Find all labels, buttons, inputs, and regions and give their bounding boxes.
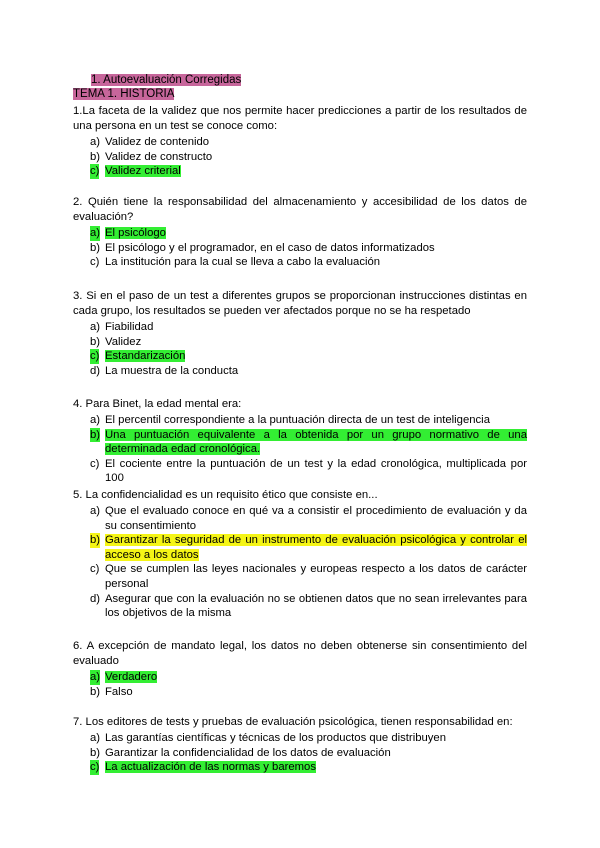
option-text: El cociente entre la puntuación de un test y la edad cronológica, multiplicada por 100 — [105, 457, 527, 485]
option-letter: b) — [90, 685, 101, 698]
answer-option — [73, 335, 527, 350]
correct-answer-text: La actualización de las normas y baremos — [105, 761, 316, 774]
question-text: 3. Si en el paso de un test a diferentes grupos se proporcionan instrucciones distintas en cada grupo, los resultados se pueden ver afectados porque no se ha respetado — [73, 290, 527, 317]
answer-option — [73, 457, 527, 486]
option-letter: a) — [90, 732, 101, 744]
correct-answer-text: El psicólogo — [105, 227, 166, 239]
option-text: Validez de constructo — [105, 150, 213, 163]
answer-option — [73, 364, 527, 379]
option-text: Garantizar la confidencialidad de los datos de evaluación — [105, 746, 391, 759]
option-letter: c) — [90, 256, 100, 269]
answer-option — [73, 562, 527, 591]
option-letter: c) — [90, 457, 100, 470]
answer-option — [73, 255, 527, 270]
correct-answer-text: Validez criterial — [105, 165, 181, 178]
option-letter: c) — [90, 165, 100, 178]
option-letter: a) — [90, 227, 101, 239]
correct-answer-text: Estandarización — [105, 350, 186, 363]
question-7 — [73, 715, 527, 775]
answer-option — [73, 760, 527, 775]
option-letter: a) — [90, 671, 101, 683]
question-text: 7. Los editores de tests y pruebas de evaluación psicológica, tienen responsabilidad en: — [73, 716, 513, 728]
question-text: 5. La confidencialidad es un requisito ético que consiste en... — [73, 489, 378, 501]
option-text: Validez — [105, 335, 142, 348]
option-letter: d) — [90, 364, 101, 377]
option-text: La muestra de la conducta — [105, 364, 239, 377]
section-title-text: TEMA 1. HISTORIA — [73, 88, 175, 100]
answer-options — [73, 135, 527, 179]
correct-answer-text: Una puntuación equivalente a la obtenida por un grupo normativo de una determinada edad cronológica. — [105, 428, 527, 456]
answer-option — [73, 746, 527, 761]
option-letter: a) — [90, 321, 101, 333]
answer-option — [73, 533, 527, 562]
question-2 — [73, 195, 527, 270]
answer-options — [73, 731, 527, 775]
answer-option — [73, 670, 527, 685]
option-text: Asegurar que con la evaluación no se obtienen datos que no sean irrelevantes para los objetivos de la misma — [105, 592, 527, 620]
answer-option — [73, 164, 527, 179]
question-text: 4. Para Binet, la edad mental era: — [73, 398, 242, 410]
correct-answer-text: Verdadero — [105, 671, 158, 683]
option-letter: c) — [90, 563, 100, 576]
option-text: El psicólogo y el programador, en el caso de datos informatizados — [105, 241, 435, 254]
option-text: Las garantías científicas y técnicas de los productos que distribuyen — [105, 732, 446, 744]
answer-option — [73, 428, 527, 457]
correct-answer-text: Garantizar la seguridad de un instrumento de evaluación psicológica y controlar el acceso a los datos — [105, 534, 527, 561]
option-letter: a) — [90, 136, 101, 148]
option-letter: b) — [90, 428, 101, 441]
question-1 — [73, 104, 527, 179]
answer-option — [73, 226, 527, 241]
answer-option — [73, 413, 527, 428]
option-text: Falso — [105, 685, 133, 698]
option-letter: b) — [90, 746, 101, 759]
section-title — [73, 88, 174, 101]
option-text: Fiabilidad — [105, 321, 154, 333]
option-letter: a) — [90, 414, 101, 426]
question-6 — [73, 639, 527, 699]
question-text: 2. Quién tiene la responsabilidad del almacenamiento y accesibilidad de los datos de evaluación? — [73, 196, 527, 223]
answer-option — [73, 504, 527, 533]
answer-option — [73, 241, 527, 256]
option-letter: c) — [90, 761, 100, 774]
option-text: El percentil correspondiente a la puntuación directa de un test de inteligencia — [105, 414, 490, 426]
answer-option — [73, 320, 527, 335]
option-letter: c) — [90, 350, 100, 363]
answer-options — [73, 226, 527, 270]
answer-option — [73, 349, 527, 364]
option-text: La institución para la cual se lleva a cabo la evaluación — [105, 256, 381, 269]
option-text: Que el evaluado conoce en qué va a consistir el procedimiento de evaluación y da su consentimiento — [105, 505, 527, 532]
option-letter: b) — [90, 335, 101, 348]
answer-options — [73, 504, 527, 621]
answer-option — [73, 685, 527, 700]
answer-options — [73, 413, 527, 486]
option-letter: b) — [90, 241, 101, 254]
question-text: 6. A excepción de mandato legal, los datos no deben obtenerse sin consentimiento del evaluado — [73, 640, 527, 667]
answer-option — [73, 135, 527, 150]
answer-option — [73, 731, 527, 746]
option-letter: a) — [90, 505, 101, 517]
answer-options — [73, 670, 527, 699]
option-letter: d) — [90, 592, 101, 605]
document-heading — [91, 74, 241, 87]
option-letter: b) — [90, 150, 101, 163]
document-heading-text: 1. Autoevaluación Corregidas — [91, 74, 242, 86]
question-5 — [73, 488, 527, 621]
option-text: Validez de contenido — [105, 136, 210, 148]
question-text: 1.La faceta de la validez que nos permite hacer predicciones a partir de los resultados de una persona en un test se conoce como: — [73, 105, 527, 132]
answer-options — [73, 320, 527, 378]
option-text: Que se cumplen las leyes nacionales y europeas respecto a los datos de carácter personal — [105, 563, 527, 590]
question-3 — [73, 289, 527, 378]
answer-option — [73, 592, 527, 621]
question-4 — [73, 397, 527, 486]
answer-option — [73, 150, 527, 165]
option-letter: b) — [90, 534, 101, 547]
